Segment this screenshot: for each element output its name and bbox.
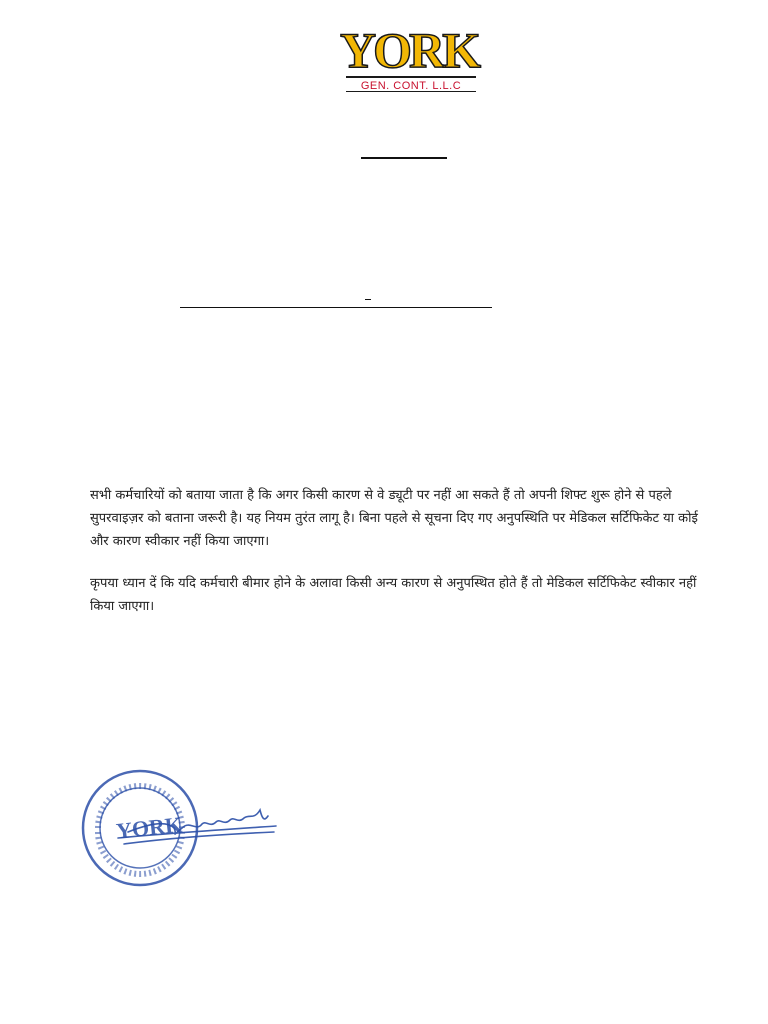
- stamp-center-text: YORK: [114, 811, 184, 844]
- notice-paragraph-2: कृपया ध्यान दें कि यदि कर्मचारी बीमार होने के अलावा किसी अन्य कारण से अनुपस्थित होते हैं तो मेडिकल सर्टिफिकेट स्वीकार नहीं किया जाएगा।: [90, 576, 697, 614]
- logo-subtitle: GEN. CONT. L.L.C: [346, 76, 476, 92]
- title-underline: [361, 157, 447, 159]
- subject-dash: [365, 299, 371, 300]
- subject-underline: [180, 307, 492, 308]
- logo-wordmark: YORK: [340, 22, 478, 78]
- company-stamp-signature: [78, 766, 288, 891]
- company-logo: [340, 22, 478, 96]
- notice-paragraph-1: सभी कर्मचारियों को बताया जाता है कि अगर किसी कारण से वे ड्यूटी पर नहीं आ सकते हैं तो अपनी शिफ्ट शुरू होने से पहले सुपरवाइज़र को बताना जरूरी है। यह नियम तुरंत लागू है। बिना पहले से सूचना दिए गए अनुपस्थिति पर मेडिकल सर्टिफिकेट या कोई और कारण स्वीकार नहीं किया जाएगा।: [90, 488, 698, 549]
